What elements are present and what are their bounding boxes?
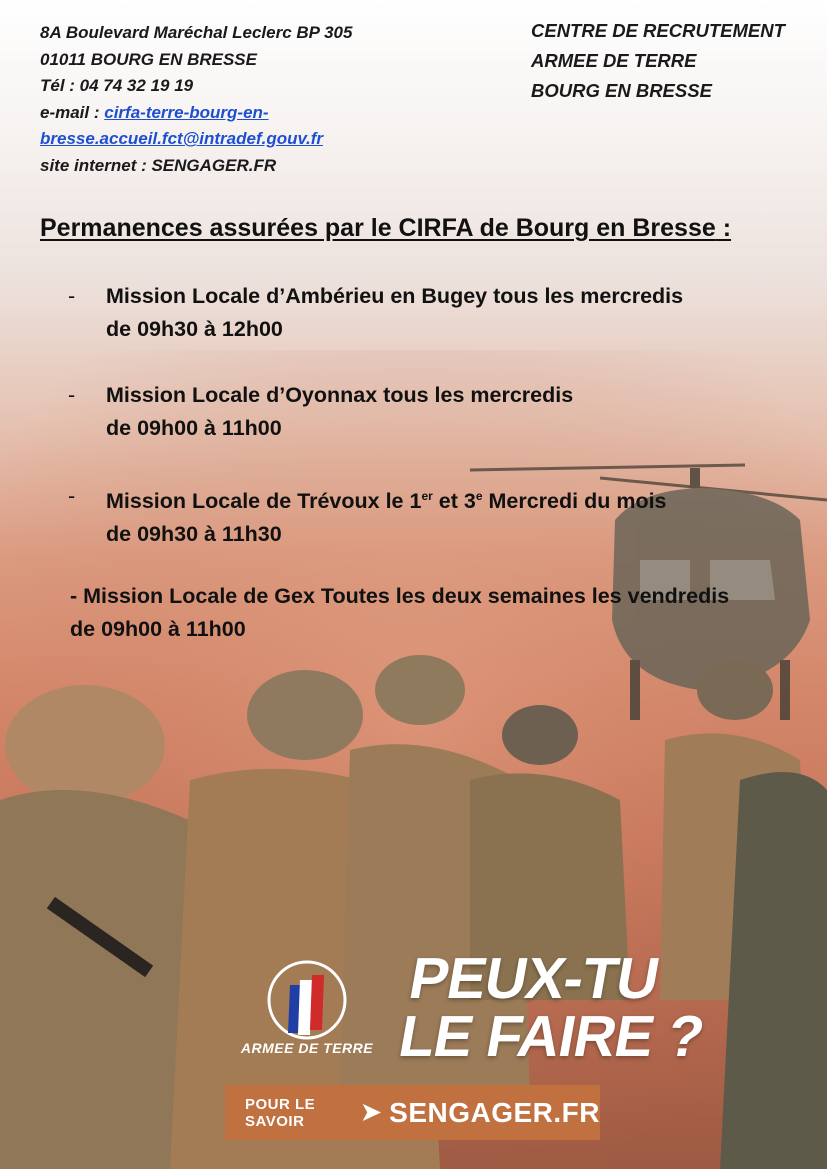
list-item-title: - Mission Locale de Gex Toutes les deux semaines les vendredis bbox=[70, 584, 730, 608]
list-item-title: Mission Locale de Trévoux le 1er et 3e Mercredi du mois bbox=[106, 489, 667, 514]
page-title-colon: : bbox=[715, 214, 732, 242]
flag-emblem-icon bbox=[232, 955, 382, 1040]
email-link-part2[interactable]: bresse.accueil.fct@intradef.gouv.fr bbox=[40, 129, 323, 148]
city-line: 01011 BOURG EN BRESSE bbox=[40, 49, 257, 69]
cta-url: SENGAGER.FR bbox=[389, 1096, 600, 1128]
list-item-schedule: de 09h30 à 11h30 bbox=[106, 522, 282, 547]
list-item bbox=[70, 580, 729, 646]
list-item bbox=[68, 480, 667, 551]
email-line-continued bbox=[40, 126, 352, 153]
page-title-text: Permanences assurées par le CIRFA de Bourg en Bresse bbox=[40, 214, 716, 242]
list-item bbox=[68, 379, 574, 445]
org-line-1: CENTRE DE RECRUTEMENT bbox=[531, 20, 785, 41]
list-bullet: - bbox=[68, 284, 76, 308]
org-line-3: BOURG EN BRESSE bbox=[531, 80, 712, 101]
organization-block bbox=[531, 16, 785, 106]
email-link-part1[interactable]: cirfa-terre-bourg-en- bbox=[104, 102, 269, 122]
logo-text: ARMEE DE TERRE bbox=[240, 1040, 374, 1056]
list-item bbox=[68, 280, 684, 346]
list-item-schedule: de 09h00 à 11h00 bbox=[106, 416, 282, 440]
list-item-schedule: de 09h00 à 11h00 bbox=[70, 617, 246, 641]
phone-line[interactable]: Tél : 04 74 32 19 19 bbox=[40, 76, 194, 95]
page-title bbox=[40, 214, 731, 243]
list-item-title: Mission Locale d’Ambérieu en Bugey tous les mercredis bbox=[106, 284, 684, 308]
address-line: 8A Boulevard Maréchal Leclerc BP 305 bbox=[40, 23, 353, 42]
arrow-right-icon: ➤ bbox=[361, 1099, 382, 1126]
slogan-line-2: LE FAIRE ? bbox=[394, 1004, 709, 1069]
org-line-2: ARMEE DE TERRE bbox=[531, 50, 697, 71]
list-item-title: Mission Locale d’Oyonnax tous les mercredis bbox=[106, 383, 574, 407]
email-line bbox=[40, 100, 352, 127]
contact-block bbox=[40, 20, 352, 179]
list-bullet: - bbox=[68, 484, 76, 508]
email-label: e-mail : bbox=[40, 102, 105, 122]
list-bullet: - bbox=[68, 383, 76, 407]
slogan bbox=[394, 946, 718, 1069]
list-item-schedule: de 09h30 à 12h00 bbox=[106, 317, 283, 341]
website-line: site internet : SENGAGER.FR bbox=[40, 155, 277, 175]
cta-prefix: POUR LE SAVOIR bbox=[245, 1095, 316, 1130]
slogan-line-1: PEUX-TU bbox=[404, 946, 664, 1011]
armee-de-terre-logo bbox=[232, 955, 382, 1075]
sengager-banner-button[interactable] bbox=[225, 1085, 600, 1140]
